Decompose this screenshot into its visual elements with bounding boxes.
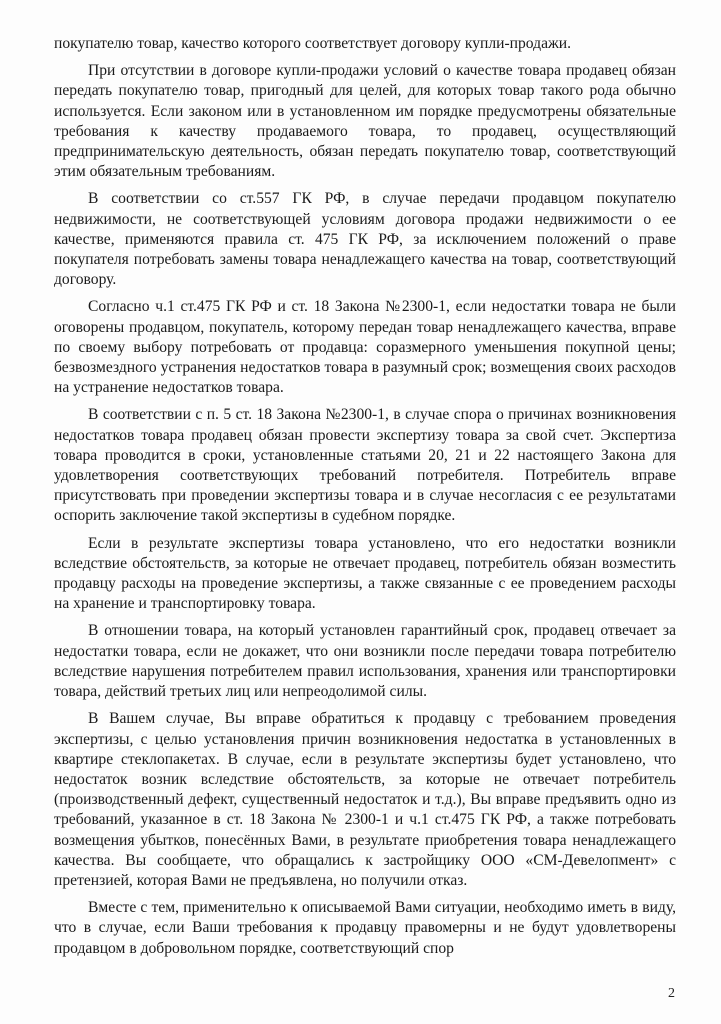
paragraph-expertise-costs: Если в результате экспертизы товара установлено, что его недостатки возникли вследствие обстоятельств, за которые не отвечает продавец, потребитель обязан возместить продавцу расходы на проведение экспертизы, а также связанные с ее проведением расходы на хранение и транспортировку товара. xyxy=(54,534,676,613)
paragraph-warranty: В отношении товара, на который установлен гарантийный срок, продавец отвечает за недостатки товара, если не докажет, что они возникли после передачи товара потребителю вследствие нарушения потребителем правил использования, хранения или транспортировки товара, действий третьих лиц или непреодолимой силы. xyxy=(54,622,676,701)
paragraph-however: Вместе с тем, применительно к описываемой Вами ситуации, необходимо иметь в виду, что в случае, если Ваши требования к продавцу правомерны и не будут удовлетворены продавцом в добровольном порядке, соответствующий спор xyxy=(54,899,676,957)
paragraph-expertise: В соответствии с п. 5 ст. 18 Закона №2300-1, в случае спора о причинах возникновения недостатков товара продавец обязан провести экспертизу товара за свой счет. Экспертиза товара проводится в сроки, установленные статьями 20, 21 и 22 настоящего Закона для удовлетворения соответствующих требований потребителя. Потребитель вправе присутствовать при проведении экспертизы товара и в случае несогласия с ее результатами оспорить заключение такой экспертизы в судебном порядке. xyxy=(54,406,676,525)
paragraph-article-475-rights: Согласно ч.1 ст.475 ГК РФ и ст. 18 Закона №2300-1, если недостатки товара не были оговорены продавцом, покупатель, которому передан товар ненадлежащего качества, вправе по своему выбору потребовать от продавца: соразмерного уменьшения покупной цены; безвозмездного устранения недостатков товара в разумный срок; возмещения своих расходов на устранение недостатков товара. xyxy=(54,298,676,397)
paragraph-your-case: В Вашем случае, Вы вправе обратиться к продавцу с требованием проведения экспертизы, с целью установления причин возникновения недостатка в установленных в квартире стеклопакетах. В случае, если в результате экспертизы будет установлено, что недостаток возник вследствие обстоятельств, за которые не отвечает потребитель (производственный дефект, существенный недостаток и т.д.), Вы вправе предъявить одно из требований, указанное в ст. 18 Закона № 2300-1 и ч.1 ст.475 ГК РФ, а также потребовать возмещения убытков, понесённых Вами, в результате приобретения товара ненадлежащего качества. Вы сообщаете, что обращались к застройщику ООО «СМ-Девелопмент» с претензией, которая Вами не предъявлена, но получили отказ. xyxy=(54,710,676,889)
paragraph-continuation: покупателю товар, качество которого соответствует договору купли-продажи. xyxy=(54,35,572,52)
paragraph-article-557: В соответствии со ст.557 ГК РФ, в случае передачи продавцом покупателю недвижимости, не соответствующей условиям договора продажи недвижимости о ее качестве, применяются правила ст. 475 ГК РФ, за исключением положений о праве покупателя потребовать замены товара ненадлежащего качества на товар, соответствующий договору. xyxy=(54,190,676,289)
paragraph-quality-absent-in-contract: При отсутствии в договоре купли-продажи условий о качестве товара продавец обязан передать покупателю товар, пригодный для целей, для которых товар такого рода обычно используется. Если законом или в установленном им порядке предусмотрены обязательные требования к качеству продаваемого товара, то продавец, осуществляющий предпринимательскую деятельность, обязан передать покупателю товар, соответствующий этим обязательным требованиям. xyxy=(54,62,676,181)
page-number: 2 xyxy=(668,986,675,1001)
document-body xyxy=(54,34,676,966)
